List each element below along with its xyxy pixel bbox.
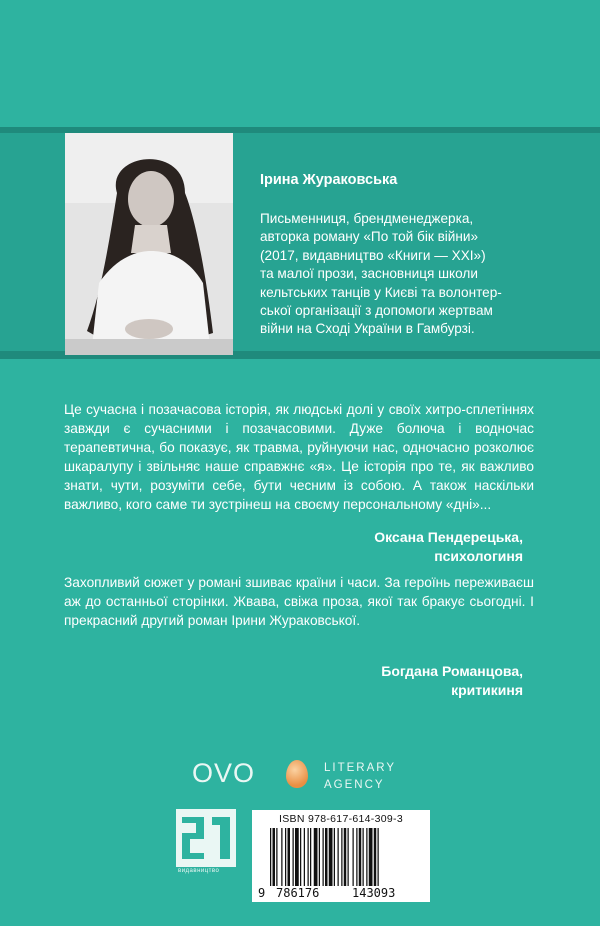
review-signature: Богдана Романцова, критикиня (381, 663, 523, 698)
imprint-tag: видавництво (178, 868, 220, 874)
barcode-left-group: 786176 (276, 886, 320, 900)
barcode-bars (270, 828, 422, 886)
barcode (252, 810, 430, 902)
author-bio: Письменниця, брендменеджерка, авторка роману «По той бік війни» (2017, видавництво «Книги — XXI») та малої прози, засновниця школи кельтських танців у Києві та волонтер- ської організації з допомоги жертвам війни на Сході України в Гамбурзі. (260, 211, 502, 337)
review-signature: Оксана Пендерецька, психологиня (374, 529, 523, 564)
barcode-right-group: 143093 (352, 886, 396, 900)
author-name: Ірина Жураковська (260, 172, 398, 188)
isbn-label: ISBN 978-617-614-309-3 (279, 813, 403, 825)
review-text: Захопливий сюжет у романі зшиває країни і часи. За героїнь переживаєш аж до останньої сторінки. Жвава, свіжа проза, якої так бракує сьогодні. І прекрасний другий роман Ірини Жураковської. (64, 575, 534, 628)
ovo-logo-text: OVO (192, 758, 256, 788)
barcode-first-digit: 9 (258, 886, 266, 900)
author-photo (65, 133, 233, 355)
literary-agency-label: LITERARY AGENCY (324, 762, 397, 791)
review-text: Це сучасна і позачасова історія, як людські долі у своїх хитро-сплетіннях завжди є сучасними і позачасовими. Дуже болюча і водночас терапевтична, бо показує, як травма, руйнуючи нас, одночасно розколює шкаралупу і звільняє наше справжнє «я». Це історія про те, як важливо знати, чути, розуміти себе, бути чесним із собою. А також наскільки важливо, кого саме ти зустрінеш на своєму персональному «дні»... (64, 402, 534, 512)
publisher-21-logo-icon (176, 809, 236, 867)
egg-icon (286, 760, 308, 788)
